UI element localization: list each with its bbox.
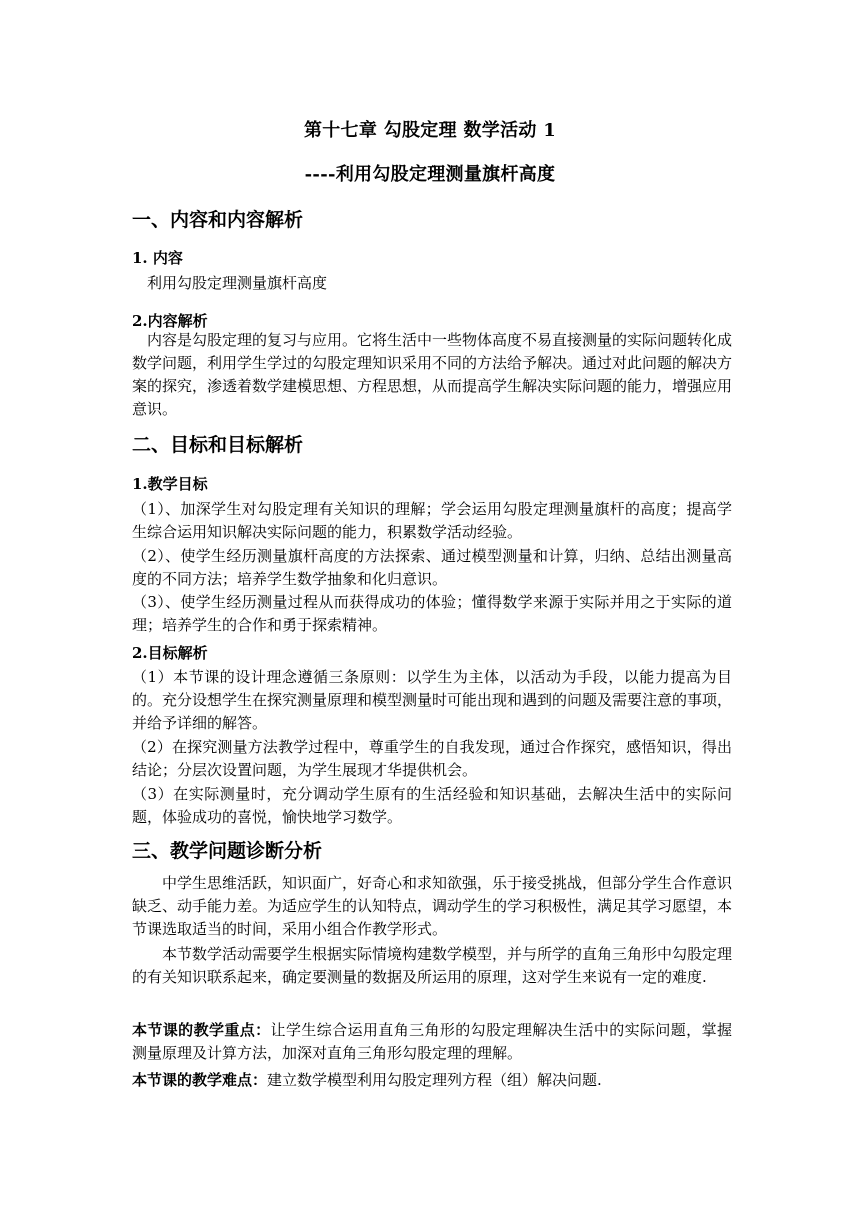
section2-sub2-heading: 2.目标解析 xyxy=(132,644,208,662)
section3-paragraph-2: 本节数学活动需要学生根据实际情境构建数学模型，并与所学的直角三角形中勾股定理的有关知识联系起来，确定要测量的数据及所运用的原理，这对学生来说有一定的难度. xyxy=(132,945,733,986)
section3-heading: 三、教学问题诊断分析 xyxy=(132,840,323,862)
section1-heading: 一、内容和内容解析 xyxy=(132,209,304,231)
teaching-difficulty-text: 建立数学模型利用勾股定理列方程（组）解决问题. xyxy=(267,1071,602,1089)
section2-sub1-heading: 1.教学目标 xyxy=(132,475,208,493)
analysis-item: （1）本节课的设计理念遵循三条原则：以学生为主体，以活动为手段，以能力提高为目的。充分设想学生在探究测量原理和模型测量时可能出现和遇到的问题及需要注意的事项，并给予详细的解答。 xyxy=(132,668,733,732)
teaching-difficulty-label: 本节课的教学难点： xyxy=(132,1071,268,1089)
document-subtitle: ----利用勾股定理测量旗杆高度 xyxy=(304,164,556,185)
analysis-item: （3）在实际测量时，充分调动学生原有的生活经验和知识基础，去解决生活中的实际问题，体验成功的喜悦，愉快地学习数学。 xyxy=(132,785,732,826)
goal-item: （1）、加深学生对勾股定理有关知识的理解；学会运用勾股定理测量旗杆的高度；提高学生综合运用知识解决实际问题的能力，积累数学活动经验。 xyxy=(132,500,732,541)
teaching-focus xyxy=(132,1019,732,1065)
teaching-focus-text: 让学生综合运用直角三角形的勾股定理解决生活中的实际问题，掌握测量原理及计算方法，加深对直角三角形勾股定理的理解。 xyxy=(132,1021,732,1062)
section3-paragraph-1: 中学生思维活跃，知识面广，好奇心和求知欲强，乐于接受挑战，但部分学生合作意识缺乏、动手能力差。为适应学生的认知特点，调动学生的学习积极性，满足其学习愿望，本节课选取适当的时间，采用小组合作教学形式。 xyxy=(132,874,733,938)
section1-sub1-heading: 1. 内容 xyxy=(132,249,183,267)
goal-item: （3）、使学生经历测量过程从而获得成功的体验；懂得数学来源于实际并用之于实际的道理；培养学生的合作和勇于探索精神。 xyxy=(132,593,732,634)
section2-heading: 二、目标和目标解析 xyxy=(132,434,304,456)
section1-sub2-text: 内容是勾股定理的复习与应用。它将生活中一些物体高度不易直接测量的实际问题转化成数学问题，利用学生学过的勾股定理知识采用不同的方法给予解决。通过对此问题的解决方案的探究，渗透着数学建模思想、方程思想，从而提高学生解决实际问题的能力，增强应用意识。 xyxy=(132,331,733,418)
teaching-difficulty xyxy=(132,1069,732,1092)
teaching-focus-label: 本节课的教学重点： xyxy=(132,1021,271,1039)
goal-item: （2）、使学生经历测量旗杆高度的方法探索、通过模型测量和计算，归纳、总结出测量高度的不同方法；培养学生数学抽象和化归意识。 xyxy=(132,547,732,588)
section1-sub1-text: 利用勾股定理测量旗杆高度 xyxy=(147,274,328,292)
document-title: 第十七章 勾股定理 数学活动 1 xyxy=(303,120,557,141)
section1-sub2-heading: 2.内容解析 xyxy=(132,312,208,330)
analysis-item: （2）在探究测量方法教学过程中，尊重学生的自我发现，通过合作探究，感悟知识，得出结论；分层次设置问题，为学生展现才华提供机会。 xyxy=(132,738,732,779)
